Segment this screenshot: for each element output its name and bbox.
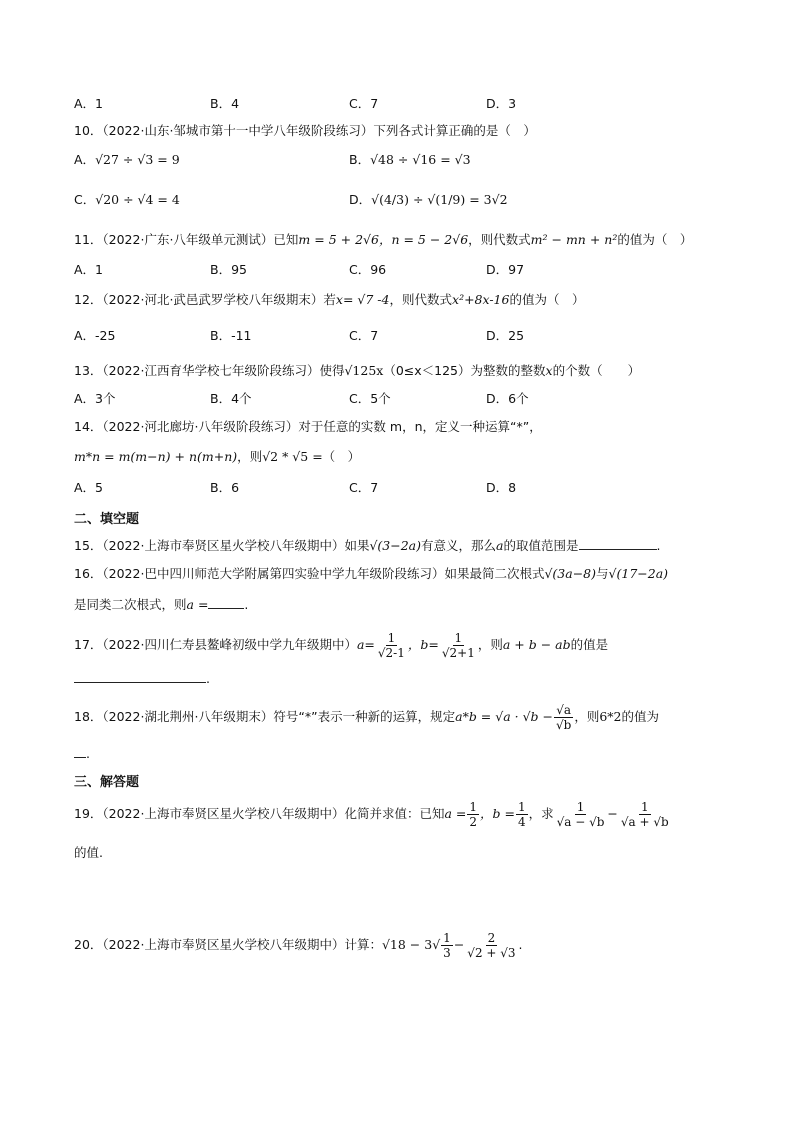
q11-option-a: A．1: [74, 262, 104, 277]
q19-line2: 的值.: [74, 845, 103, 860]
q18-fraction: $\frac{√a}{√b}$: [556, 703, 572, 732]
q17-stem: 17．（2022·四川仁寿县鳌峰初级中学九年级期中）a= $\frac{1}{√2-1}$ ，b= $\frac{1}{√2+1}$ ，则a + b − ab的值是: [74, 631, 609, 660]
q11-option-d: D．97: [486, 262, 525, 277]
q14-option-c: C．7: [349, 480, 379, 495]
q11-stem: 11．（2022·广东·八年级单元测试）已知m = 5 + 2√6，n = 5 − 2√6，则代数式m² − mn + n²的值为（ ）: [74, 232, 693, 247]
q10-option-c: C．√20 ÷ √4 = 4: [74, 192, 180, 207]
q17-b-fraction: $\frac{1}{√2+1}$: [441, 631, 475, 660]
q10-stem: 10．（2022·山东·邹城市第十一中学八年级阶段练习）下列各式计算正确的是（ ）: [74, 123, 536, 138]
q15-stem: 15．（2022·上海市奉贤区星火学校八年级期中）如果√(3−2a)有意义，那么a的取值范围是 .: [74, 538, 661, 553]
q12-stem: 12．（2022·河北·武邑武罗学校八年级期末）若x= √7 -4，则代数式x²+8x-16的值为（ ）: [74, 292, 585, 307]
q18-answer-blank[interactable]: [74, 745, 86, 758]
q17-answer-blank[interactable]: [74, 670, 206, 683]
q18-stem: 18．（2022·湖北荆州·八年级期末）符号“*”表示一种新的运算，规定a*b = √a · √b − $\frac{√a}{√b}$ ，则6*2的值为: [74, 703, 660, 732]
q14-definition: m*n = m(m−n) + n(m+n)，则√2 * √5 =（ ）: [74, 449, 361, 464]
q19-fraction-1: $\frac{1}{√a - √b}$: [556, 800, 605, 829]
q14-option-d: D．8: [486, 480, 517, 495]
q9-option-a: A．1: [74, 96, 104, 111]
section-heading-solve: 三、解答题: [74, 775, 140, 790]
q9-option-c: C．7: [349, 96, 379, 111]
q19-b-fraction: $\frac{1}{4}$: [517, 800, 526, 829]
q12-option-c: C．7: [349, 328, 379, 343]
q14-stem: 14．（2022·河北廊坊·八年级阶段练习）对于任意的实数 m，n，定义一种运算“*”，: [74, 419, 542, 434]
q12-option-a: A．-25: [74, 328, 116, 343]
q20-fraction: $\frac{2}{√2 + √3}$: [467, 931, 516, 960]
q13-stem: 13．（2022·江西育华学校七年级阶段练习）使得√125x（0≤x＜125）为整数的整数x的个数（ ）: [74, 363, 641, 378]
q14-option-a: A．5: [74, 480, 104, 495]
q10-option-d: D．√(4/3) ÷ √(1/9) = 3√2: [349, 192, 508, 207]
q10-option-b: B．√48 ÷ √16 = √3: [349, 152, 471, 167]
q20-stem: 20．（2022·上海市奉贤区星火学校八年级期中）计算：√18 − 3√ $\frac{1}{3}$ − $\frac{2}{√2 + √3}$ .: [74, 931, 523, 960]
q16-stem: 16．（2022·巴中四川师范大学附属第四实验中学九年级阶段练习）如果最简二次根式√(3a−8)与√(17−2a): [74, 566, 669, 581]
section-heading-fill-in: 二、填空题: [74, 512, 140, 527]
q19-fraction-2: $\frac{1}{√a + √b}$: [620, 800, 669, 829]
q19-stem: 19．（2022·上海市奉贤区星火学校八年级期中）化简并求值：已知a = $\frac{1}{2}$ ，b = $\frac{1}{4}$ ，求 $\frac{1}{√a - √b}$ − $\frac{1}{√a + √b}$: [74, 800, 669, 829]
q16-line2: 是同类二次根式，则a = .: [74, 597, 249, 612]
q13-option-a: A．3个: [74, 391, 116, 406]
q12-option-b: B．-11: [210, 328, 252, 343]
q13-option-c: C．5个: [349, 391, 391, 406]
q13-option-d: D．6个: [486, 391, 529, 406]
q9-option-b: B．4: [210, 96, 240, 111]
q11-option-b: B．95: [210, 262, 247, 277]
q11-option-c: C．96: [349, 262, 387, 277]
q13-option-b: B．4个: [210, 391, 252, 406]
q9-option-d: D．3: [486, 96, 517, 111]
q16-answer-blank[interactable]: [208, 596, 244, 609]
q14-option-b: B．6: [210, 480, 240, 495]
q18-answer-line: .: [74, 745, 90, 762]
q19-a-fraction: $\frac{1}{2}$: [469, 800, 477, 829]
q12-option-d: D．25: [486, 328, 525, 343]
q15-answer-blank[interactable]: [579, 537, 657, 550]
q17-a-fraction: $\frac{1}{√2-1}$: [377, 631, 405, 660]
q20-root-fraction: $\frac{1}{3}$: [443, 931, 451, 960]
q10-option-a: A．√27 ÷ √3 = 9: [74, 152, 180, 167]
q17-answer-line: .: [74, 670, 210, 687]
